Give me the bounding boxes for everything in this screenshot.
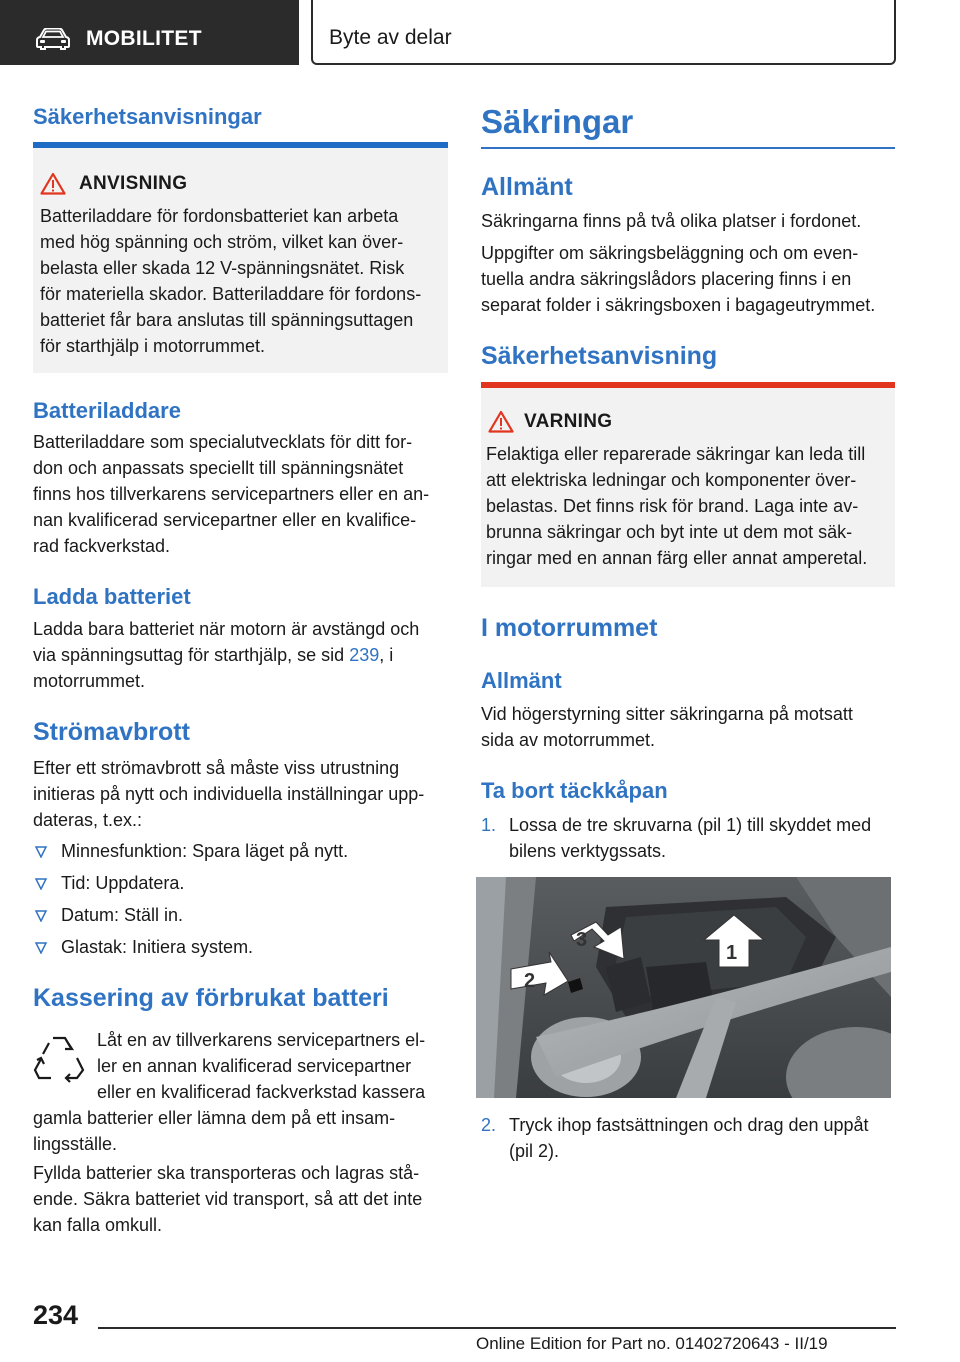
disposal-heading: Kassering av förbrukat batteri	[33, 984, 389, 1012]
engine-bay-photo	[476, 877, 891, 1098]
notice-line: batteriet får bara anslutas till spänningsuttagen	[40, 310, 414, 330]
footer-rule	[98, 1327, 896, 1329]
charger-line: nan kvalificerad servicepartner eller en kvalifice-	[33, 510, 417, 530]
outage-heading: Strömavbrott	[33, 718, 190, 746]
header-section-label: MOBILITET	[86, 27, 202, 50]
info-line: Uppgifter om säkringsbeläggning och om even-	[481, 243, 859, 263]
outage-line: Efter ett strömavbrott så måste viss utrustning	[33, 758, 400, 778]
engine-general-line: Vid högerstyrning sitter säkringarna på motsatt	[481, 704, 853, 724]
warning-line: belastas. Det finns risk för brand. Laga inte av-	[486, 496, 859, 516]
step-line: Tryck ihop fastsättningen och drag den uppåt	[509, 1115, 869, 1135]
warning-title: VARNING	[524, 411, 613, 432]
disposal-line: ler en annan kvalificerad servicepartner	[97, 1056, 412, 1076]
charge-text-segment: , i	[379, 645, 394, 665]
notice-title: ANVISNING	[79, 173, 188, 194]
arrow-label-2: 2	[524, 970, 536, 992]
step-line: Lossa de tre skruvarna (pil 1) till skyddet med	[509, 815, 872, 835]
warning-line: Felaktiga eller reparerade säkringar kan leda till	[486, 444, 866, 464]
triangle-bullet-icon	[35, 942, 47, 954]
safety-heading: Säkerhetsanvisningar	[33, 104, 262, 129]
notice-text	[40, 203, 445, 359]
disposal-text-indented	[97, 1027, 447, 1105]
warning-text	[486, 441, 892, 571]
step-line: (pil 2).	[509, 1141, 560, 1161]
header-title: Byte av delar	[329, 26, 452, 49]
page-number: 234	[33, 1300, 79, 1330]
charger-line: Batteriladdare som specialutvecklats för ditt for-	[33, 432, 413, 452]
step-number: 2.	[481, 1115, 497, 1135]
cover-heading: Ta bort täckkåpan	[481, 778, 668, 803]
engine-general-text	[481, 701, 901, 753]
step-text	[509, 812, 899, 864]
list-item-text: Minnesfunktion: Spara läget på nytt.	[61, 841, 349, 861]
engine-heading: I motorrummet	[481, 614, 658, 642]
charge-text	[33, 616, 453, 694]
warning-triangle-icon	[40, 172, 66, 195]
step-text	[509, 1112, 899, 1164]
charge-text-segment: via spänningsuttag för starthjälp, se sid	[33, 645, 350, 665]
disposal-line: Låt en av tillverkarens servicepartners el-	[97, 1030, 426, 1050]
header-section-tab	[0, 0, 299, 65]
transport-text	[33, 1160, 453, 1238]
notice-line: för starthjälp i motorrummet.	[40, 336, 266, 356]
header-title-box	[311, 0, 896, 65]
disposal-text	[33, 1105, 453, 1157]
warning-triangle-icon	[488, 410, 514, 433]
list-item-text: Glastak: Initiera system.	[61, 937, 254, 957]
transport-line: kan falla omkull.	[33, 1215, 163, 1235]
charger-heading: Batteriladdare	[33, 398, 181, 423]
info-line: separat folder i säkringsboxen i bagageutrymmet.	[481, 295, 876, 315]
charger-line: don och anpassats speciellt till spänningsnätet	[33, 458, 404, 478]
warning-line: brunna säkringar och byt inte ut dem mot säk-	[486, 522, 853, 542]
safety-notice-heading: Säkerhetsanvisning	[481, 342, 718, 370]
warning-line: att elektriska ledningar och komponenter över-	[486, 470, 857, 490]
outage-text	[33, 755, 453, 833]
disposal-line: eller en kvalificerad fackverkstad kassera	[97, 1082, 426, 1102]
footer-edition: Online Edition for Part no. 01402720643 - II/19	[476, 1334, 828, 1353]
notice-box	[33, 148, 448, 373]
list-item-text: Datum: Ställ in.	[61, 905, 184, 925]
notice-line: belasta eller skada 12 V-spänningsnätet. Risk	[40, 258, 405, 278]
info-text	[481, 240, 901, 318]
transport-line: ende. Säkra batteriet vid transport, så att det inte	[33, 1189, 423, 1209]
charger-line: finns hos tillverkarens servicepartners eller en an-	[33, 484, 430, 504]
blue-rule	[481, 147, 895, 149]
disposal-line: gamla batterier eller lämna dem på ett insam-	[33, 1108, 396, 1128]
page-link-239[interactable]: 239	[349, 645, 380, 665]
notice-line: med hög spänning och ström, vilket kan över-	[40, 232, 404, 252]
charge-heading: Ladda batteriet	[33, 584, 191, 609]
warning-box	[481, 388, 895, 587]
charge-line: motorrummet.	[33, 671, 146, 691]
engine-general-heading: Allmänt	[481, 668, 562, 693]
fuses-heading: Säkringar	[481, 103, 634, 140]
step-number: 1.	[481, 815, 497, 835]
charge-line: Ladda bara batteriet när motorn är avstängd och	[33, 619, 420, 639]
list-item-text: Tid: Uppdatera.	[61, 873, 185, 893]
transport-line: Fyllda batterier ska transporteras och lagras stå-	[33, 1163, 420, 1183]
notice-line: för materiella skador. Batteriladdare för fordons-	[40, 284, 422, 304]
engine-general-line: sida av motorrummet.	[481, 730, 656, 750]
arrow-label-3: 3	[576, 929, 588, 951]
charge-line-with-link	[33, 642, 453, 668]
charger-text	[33, 429, 453, 559]
notice-line: Batteriladdare för fordonsbatteriet kan arbeta	[40, 206, 399, 226]
triangle-bullet-icon	[35, 910, 47, 922]
triangle-bullet-icon	[35, 846, 47, 858]
general-heading: Allmänt	[481, 173, 573, 201]
recycle-icon	[33, 1032, 85, 1084]
charger-line: rad fackverkstad.	[33, 536, 171, 556]
triangle-bullet-icon	[35, 878, 47, 890]
outage-line: initieras på nytt och individuella inställningar upp-	[33, 784, 425, 804]
general-text: Säkringarna finns på två olika platser i fordonet.	[481, 211, 862, 231]
disposal-line: lingsställe.	[33, 1134, 118, 1154]
step-line: bilens verktygssats.	[509, 841, 667, 861]
warning-line: ringar med en annan färg eller annat amperetal.	[486, 548, 868, 568]
car-icon	[36, 28, 70, 50]
outage-line: dateras, t.ex.:	[33, 810, 143, 830]
arrow-label-1: 1	[726, 942, 738, 964]
info-line: tuella andra säkringslådors placering finns i en	[481, 269, 852, 289]
